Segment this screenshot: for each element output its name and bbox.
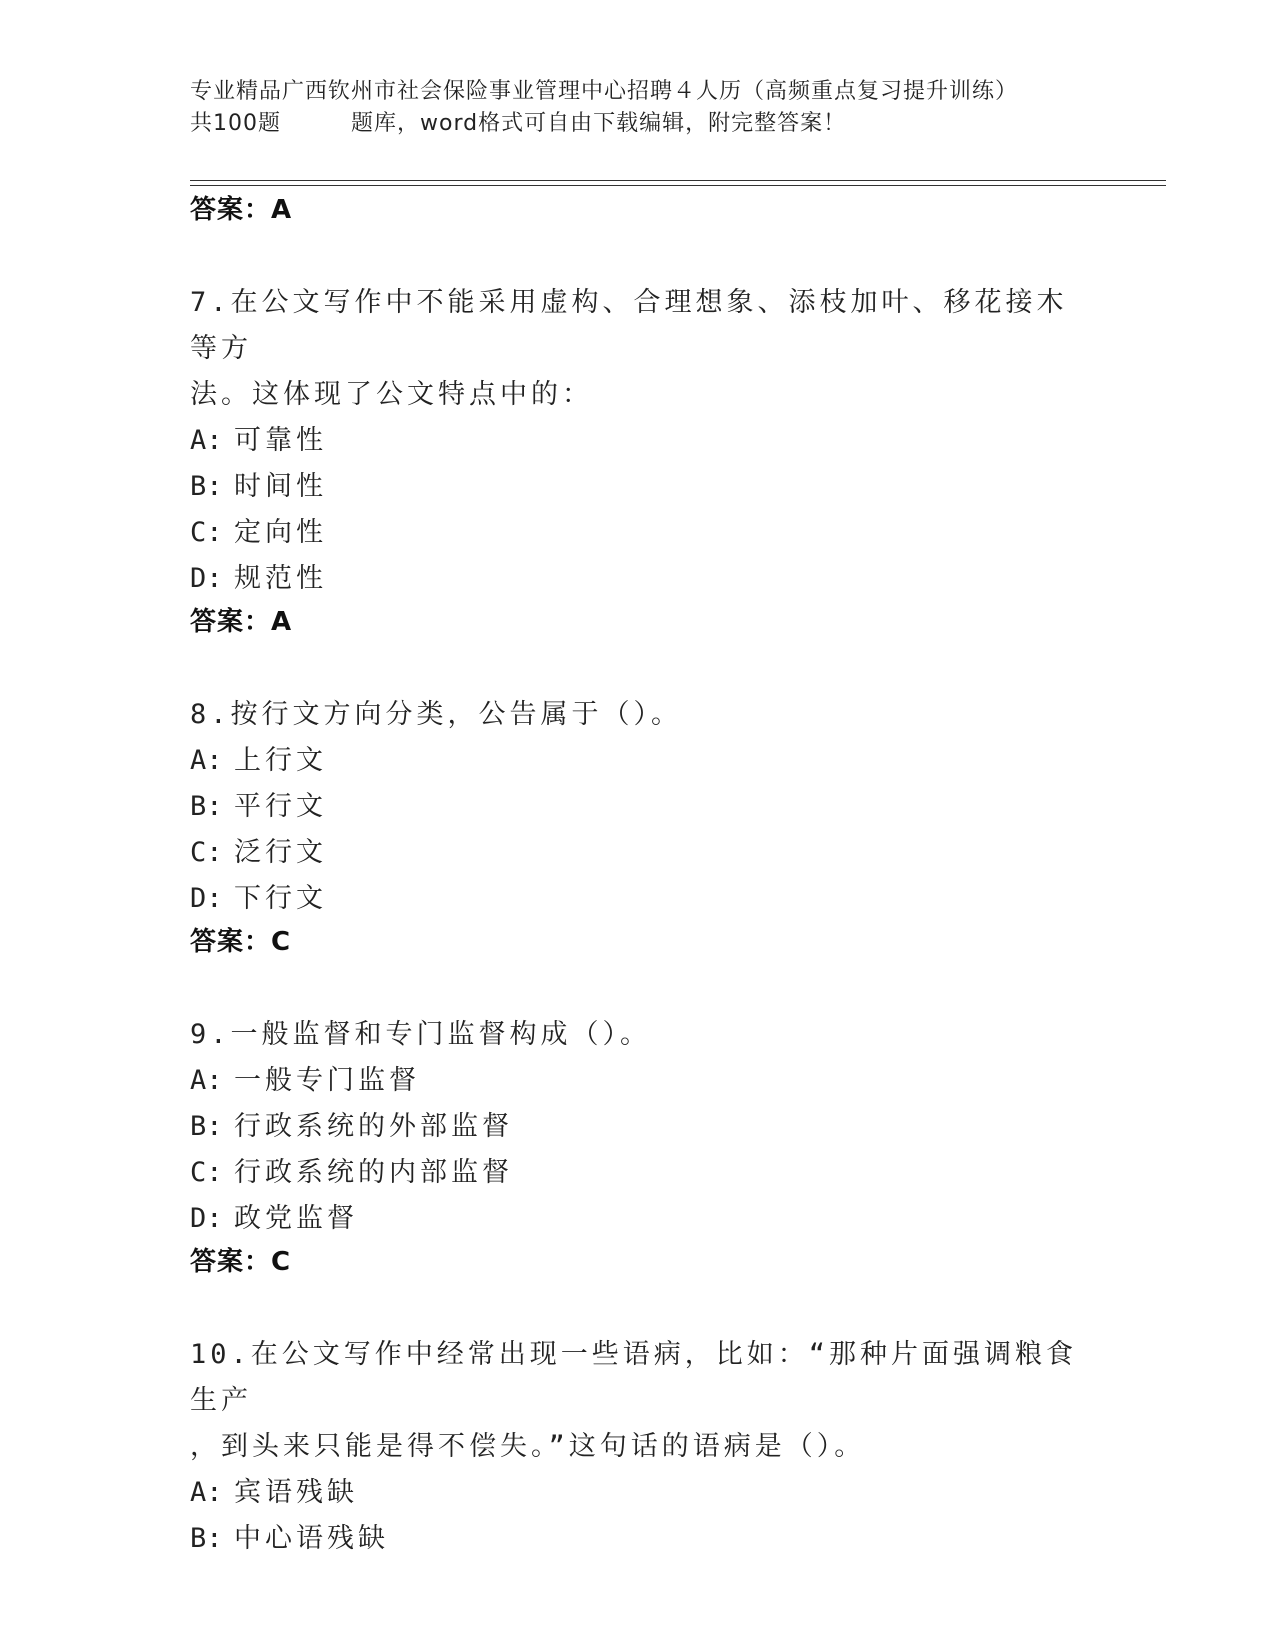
option-key: D: bbox=[190, 883, 223, 914]
option-text: 平行文 bbox=[234, 791, 327, 822]
question-list bbox=[190, 190, 1090, 1562]
question-answer: 答案：C bbox=[190, 1247, 292, 1277]
question-answer: 答案：C bbox=[190, 927, 292, 957]
spacer bbox=[190, 1288, 1090, 1332]
question-block-8 bbox=[190, 692, 1090, 968]
question-block-7 bbox=[190, 280, 1090, 648]
option-text: 宾语残缺 bbox=[234, 1477, 358, 1508]
option-key: C: bbox=[190, 517, 223, 548]
option-d bbox=[190, 556, 1090, 602]
option-text: 时间性 bbox=[234, 471, 327, 502]
option-text: 中心语残缺 bbox=[234, 1523, 389, 1554]
option-text: 定向性 bbox=[234, 517, 327, 548]
option-key: B: bbox=[190, 471, 223, 502]
option-d bbox=[190, 876, 1090, 922]
option-key: C: bbox=[190, 837, 223, 868]
question-stem: 8.按行文方向分类，公告属于（）。 bbox=[190, 699, 683, 730]
previous-answer: 答案：A bbox=[190, 195, 293, 225]
spacer bbox=[190, 968, 1090, 1012]
option-text: 行政系统的内部监督 bbox=[234, 1157, 513, 1188]
header-description: 题库，word格式可自由下载编辑，附完整答案！ bbox=[351, 111, 847, 136]
option-a bbox=[190, 1470, 1090, 1516]
option-a bbox=[190, 1058, 1090, 1104]
option-key: A: bbox=[190, 1065, 223, 1096]
header-title-line: 专业精品广西钦州市社会保险事业管理中心招聘４人历（高频重点复习提升训练） bbox=[190, 79, 1019, 104]
option-key: C: bbox=[190, 1157, 223, 1188]
question-stem: 9.一般监督和专门监督构成（）。 bbox=[190, 1019, 652, 1050]
option-key: A: bbox=[190, 745, 223, 776]
option-text: 泛行文 bbox=[234, 837, 327, 868]
question-stem: 7.在公文写作中不能采用虚构、合理想象、添枝加叶、移花接木等方 bbox=[190, 287, 1068, 364]
question-block-9 bbox=[190, 1012, 1090, 1288]
option-b bbox=[190, 1516, 1090, 1562]
option-c bbox=[190, 830, 1090, 876]
option-b bbox=[190, 784, 1090, 830]
option-text: 规范性 bbox=[234, 563, 327, 594]
header-subtitle-line bbox=[190, 108, 1120, 140]
option-key: B: bbox=[190, 1523, 223, 1554]
option-text: 上行文 bbox=[234, 745, 327, 776]
question-stem-continued: 法。这体现了公文特点中的： bbox=[190, 379, 593, 410]
question-stem-continued: ，到头来只能是得不偿失。”这句话的语病是（）。 bbox=[190, 1431, 866, 1462]
header-question-count: 共100题 bbox=[190, 111, 281, 136]
header-divider-top bbox=[190, 180, 1166, 181]
option-d bbox=[190, 1196, 1090, 1242]
option-key: B: bbox=[190, 791, 223, 822]
option-b bbox=[190, 464, 1090, 510]
option-text: 政党监督 bbox=[234, 1203, 358, 1234]
header-divider-bottom bbox=[190, 185, 1166, 186]
spacer bbox=[190, 648, 1090, 692]
option-text: 一般专门监督 bbox=[234, 1065, 420, 1096]
option-key: D: bbox=[190, 563, 223, 594]
option-a bbox=[190, 418, 1090, 464]
option-b bbox=[190, 1104, 1090, 1150]
question-stem: 10.在公文写作中经常出现一些语病，比如：“那种片面强调粮食生产 bbox=[190, 1339, 1078, 1416]
option-a bbox=[190, 738, 1090, 784]
page-header bbox=[190, 76, 1120, 140]
option-key: A: bbox=[190, 425, 223, 456]
option-key: D: bbox=[190, 1203, 223, 1234]
question-block-10 bbox=[190, 1332, 1090, 1562]
option-c bbox=[190, 510, 1090, 556]
option-key: A: bbox=[190, 1477, 223, 1508]
option-text: 行政系统的外部监督 bbox=[234, 1111, 513, 1142]
option-c bbox=[190, 1150, 1090, 1196]
spacer bbox=[190, 236, 1090, 280]
option-text: 可靠性 bbox=[234, 425, 327, 456]
option-text: 下行文 bbox=[234, 883, 327, 914]
question-answer: 答案：A bbox=[190, 607, 293, 637]
option-key: B: bbox=[190, 1111, 223, 1142]
